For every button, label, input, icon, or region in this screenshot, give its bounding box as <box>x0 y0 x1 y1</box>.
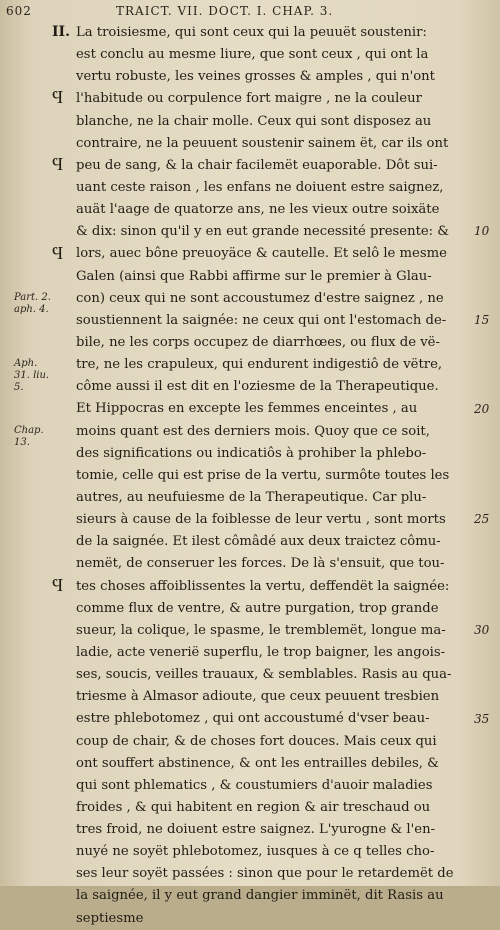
text-line: moins quant est des derniers mois. Quoy que ce soit, <box>76 423 430 439</box>
line-number: 20 <box>474 401 490 416</box>
text-line: tres froid, ne doiuent estre saignez. L'yurogne & l'en- <box>76 822 436 838</box>
text-line: blanche, ne la chair molle. Ceux qui sont disposez au <box>76 113 432 129</box>
paragraph-mark-icon: Ϥ <box>52 87 64 109</box>
text-line: comme flux de ventre, & autre purgation, trop grande <box>76 600 439 616</box>
text-line: coup de chair, & de choses fort douces. Mais ceux qui <box>76 733 437 749</box>
text-line: uant ceste raison , les enfans ne doiuent estre saignez, <box>76 179 444 195</box>
paragraph-mark-icon: Ϥ <box>52 242 64 264</box>
text-line: sieurs à cause de la foiblesse de leur vertu , sont morts <box>76 512 446 528</box>
text-line: est conclu au mesme liure, que sont ceux , qui ont la <box>76 47 429 63</box>
text-line: l'habitude ou corpulence fort maigre , ne la couleur <box>76 91 422 107</box>
line-number: 30 <box>474 623 490 638</box>
line-number: 10 <box>474 224 490 239</box>
text-line: estre phlebotomez , qui ont accoustumé d'vser beau- <box>76 711 430 727</box>
text-line: septiesme <box>76 910 144 926</box>
text-line: la saignée, il y eut grand dangier imminët, dit Rasis au <box>76 888 444 904</box>
text-line: ses, soucis, veilles trauaux, & semblables. Rasis au qua- <box>76 667 452 683</box>
text-line: contraire, ne la peuuent soustenir sainem ët, car ils ont <box>76 135 449 151</box>
text-line: ont souffert abstinence, & ont les entrailles debiles, & <box>76 755 439 771</box>
text-line: de la saignée. Et ilest cômâdé aux deux traictez cômu- <box>76 534 441 550</box>
text-line: tes choses affoiblissentes la vertu, deffendët la saignée: <box>76 578 450 594</box>
text-line: Et Hippocras en excepte les femmes enceintes , au <box>76 401 418 417</box>
section-mark: II. <box>52 24 70 40</box>
margin-note: Chap. 13. <box>14 424 44 448</box>
margin-note: Part. 2. aph. 4. <box>14 291 51 315</box>
text-line: peu de sang, & la chair facilemët euaporable. Dôt sui- <box>76 157 438 173</box>
text-line: triesme à Almasor adioute, que ceux peuuent tresbien <box>76 689 440 705</box>
text-line: & dix: sinon qu'il y en eut grande necessité presente: & <box>76 224 450 240</box>
text-line: La troisiesme, qui sont ceux qui la peuuët soustenir: <box>76 25 427 40</box>
text-line: vertu robuste, les veines grosses & amples , qui n'ont <box>76 69 435 85</box>
text-line: nuyé ne soyët phlebotomez, iusques à ce q telles cho- <box>76 844 435 860</box>
text-line: Galen (ainsi que Rabbi affirme sur le premier à Glau- <box>76 268 432 284</box>
paragraph-mark-icon: Ϥ <box>52 153 64 175</box>
margin-note: Aph. 31. liu. 5. <box>14 358 50 394</box>
text-line: des significations ou indicatiôs à prohiber la phlebo- <box>76 445 427 461</box>
text-line: froides , & qui habitent en region & air treschaud ou <box>76 799 431 815</box>
text-line: soustiennent la saignée: ne ceux qui ont l'estomach de- <box>76 312 447 328</box>
text-line: bile, ne les corps occupez de diarrhœes, ou flux de vë- <box>76 334 440 350</box>
text-line: nemët, de conseruer les forces. De là s'ensuit, que tou- <box>76 556 445 572</box>
paragraph-mark-icon: Ϥ <box>52 574 64 596</box>
text-line: ladie, acte venerië superflu, le trop baigner, les angois- <box>76 644 446 660</box>
text-line: sueur, la colique, le spasme, le tremblemët, longue ma- <box>76 622 446 638</box>
line-number: 15 <box>474 312 490 327</box>
text-line: tomie, celle qui est prise de la vertu, surmôte toutes les <box>76 467 450 483</box>
running-title: TRAICT. VII. DOCT. I. CHAP. 3. <box>116 4 334 18</box>
page-number: 602 <box>6 4 32 18</box>
text-body <box>76 22 472 930</box>
line-number: 35 <box>474 711 490 726</box>
page-header <box>6 4 494 22</box>
text-line: qui sont phlematics , & coustumiers d'auoir maladies <box>76 777 433 793</box>
text-line: con) ceux qui ne sont accoustumez d'estre saignez , ne <box>76 290 444 306</box>
text-line: lors, auec bône preuoyäce & cautelle. Et selô le mesme <box>76 246 447 262</box>
text-line: côme aussi il est dit en l'oziesme de la Therapeutique. <box>76 379 439 395</box>
text-line: auät l'aage de quatorze ans, ne les vieux outre soixäte <box>76 202 440 218</box>
text-line: tre, ne les crapuleux, qui endurent indigestiô de vëtre, <box>76 357 443 373</box>
text-line: autres, au neufuiesme de la Therapeutique. Car plu- <box>76 489 427 505</box>
text-line: ses leur soyët passées : sinon que pour le retardemët de <box>76 866 454 882</box>
line-number: 25 <box>474 512 490 527</box>
